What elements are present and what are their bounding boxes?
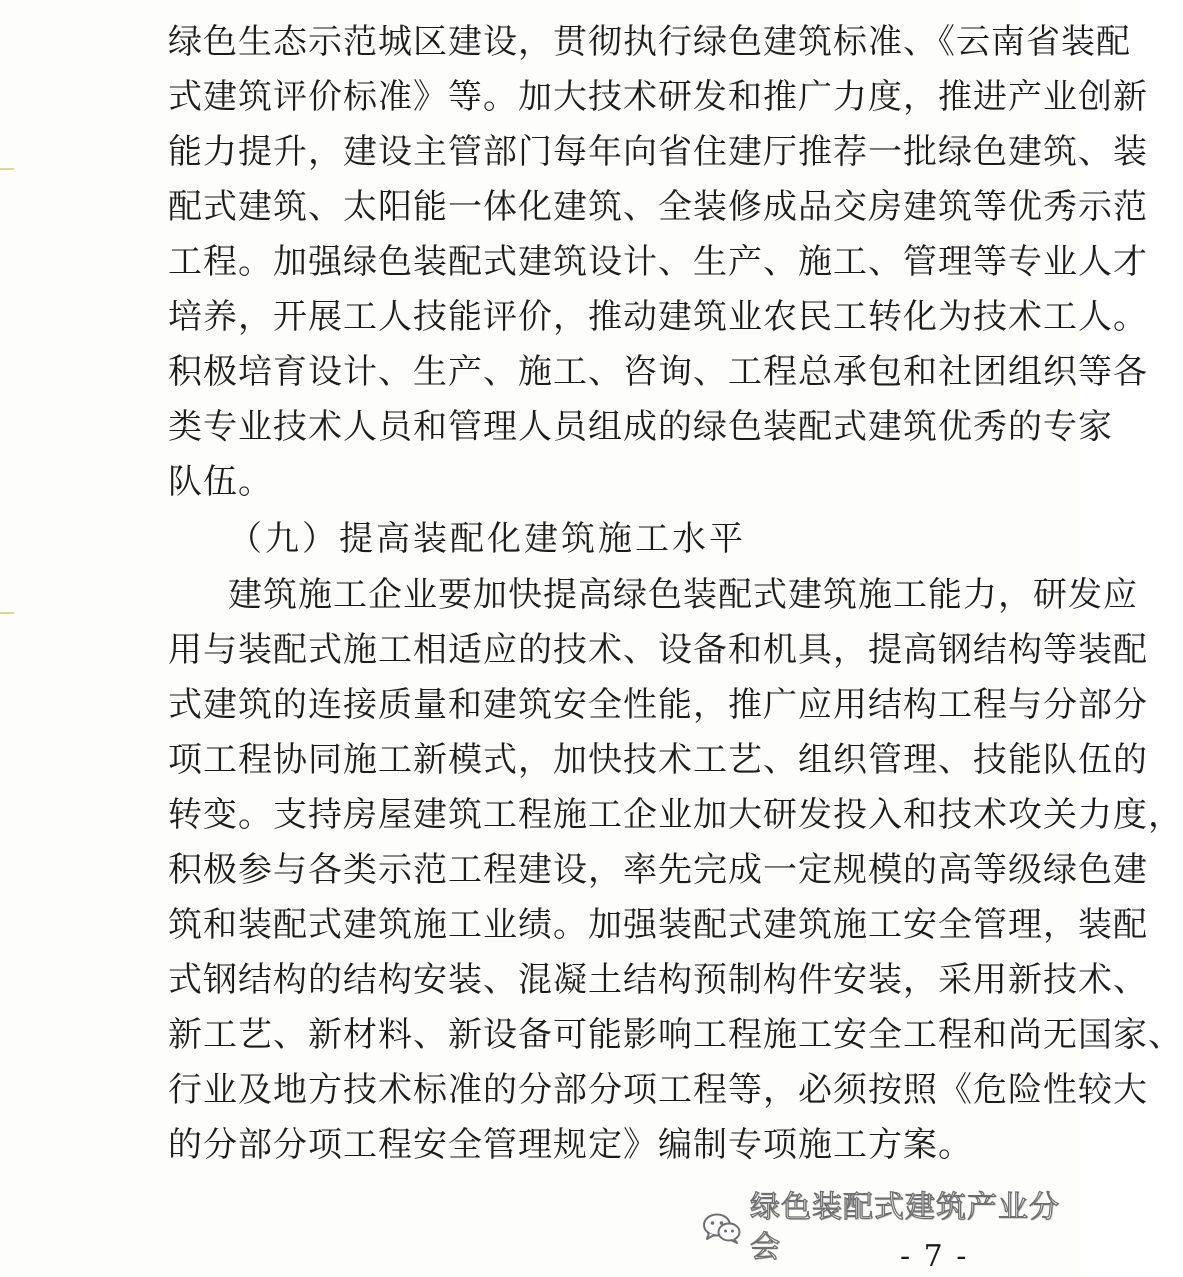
paragraph-line: 积极培育设计、生产、施工、咨询、工程总承包和社团组织等各: [168, 352, 1148, 392]
paragraph-line: 能力提升，建设主管部门每年向省住建厅推荐一批绿色建筑、装: [168, 132, 1148, 172]
paragraph-line: 筑和装配式建筑施工业绩。加强装配式建筑施工安全管理，装配: [168, 905, 1148, 945]
paragraph-line: 类专业技术人员和管理人员组成的绿色装配式建筑优秀的专家: [168, 407, 1113, 447]
paragraph-line: 的分部分项工程安全管理规定》编制专项施工方案。: [168, 1125, 973, 1165]
wechat-icon: [702, 1212, 742, 1244]
paragraph-line: 新工艺、新材料、新设备可能影响工程施工安全工程和尚无国家、: [168, 1015, 1183, 1055]
paragraph-line: 队伍。: [168, 462, 273, 502]
paragraph-line: 式建筑的连接质量和建筑安全性能，推广应用结构工程与分部分: [168, 685, 1148, 725]
paragraph-line: 绿色生态示范城区建设，贯彻执行绿色建筑标准、《云南省装配: [168, 22, 1131, 62]
wechat-watermark: [702, 1190, 1080, 1265]
page-number: - 7 -: [900, 1239, 969, 1274]
paragraph-line: 配式建筑、太阳能一体化建筑、全装修成品交房建筑等优秀示范: [168, 187, 1148, 227]
paragraph-line: 积极参与各类示范工程建设，率先完成一定规模的高等级绿色建: [168, 850, 1148, 890]
paragraph-line: 式钢结构的结构安装、混凝土结构预制构件安装，采用新技术、: [168, 960, 1148, 1000]
watermark-text: 绿色装配式建筑产业分会: [750, 1190, 1060, 1265]
paragraph-line: 建筑施工企业要加快提高绿色装配式建筑施工能力，研发应: [228, 575, 1138, 615]
edge-mark: [0, 612, 14, 614]
paragraph-line: 转变。支持房屋建筑工程施工企业加大研发投入和技术攻关力度，: [168, 795, 1183, 835]
paragraph-line: 行业及地方技术标准的分部分项工程等，必须按照《危险性较大: [168, 1070, 1148, 1110]
paragraph-line: 式建筑评价标准》等。加大技术研发和推广力度，推进产业创新: [168, 77, 1148, 117]
paragraph-line: 项工程协同施工新模式，加快技术工艺、组织管理、技能队伍的: [168, 740, 1148, 780]
section-heading: （九）提高装配化建筑施工水平: [228, 519, 746, 559]
paragraph-line: 用与装配式施工相适应的技术、设备和机具，提高钢结构等装配: [168, 630, 1148, 670]
paragraph-line: 工程。加强绿色装配式建筑设计、生产、施工、管理等专业人才: [168, 242, 1148, 282]
paragraph-line: 培养，开展工人技能评价，推动建筑业农民工转化为技术工人。: [168, 297, 1148, 337]
edge-mark: [0, 168, 14, 170]
